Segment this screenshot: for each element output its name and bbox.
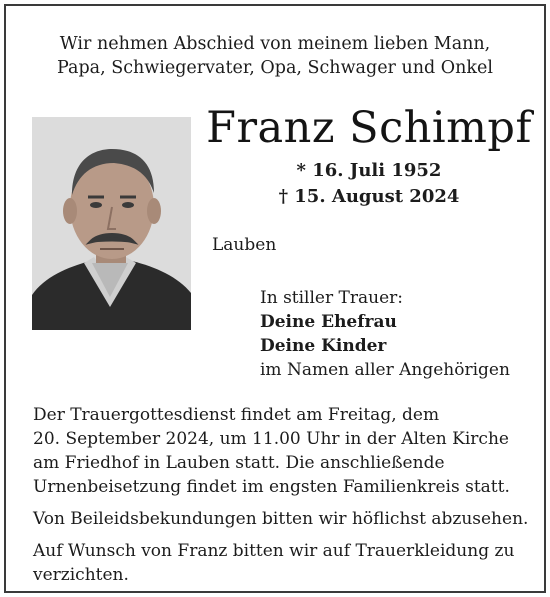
mourner-wife: Deine Ehefrau [260, 312, 397, 332]
intro-line: Wir nehmen Abschied von meinem lieben Mann, [59, 34, 491, 54]
place-of-residence: Lauben [212, 235, 277, 255]
service-line: am Friedhof in Lauben statt. Die anschließende [33, 453, 445, 473]
intro-text [6, 32, 544, 80]
intro-line: Papa, Schwiegervater, Opa, Schwager und Onkel [57, 58, 493, 78]
clothing-line: verzichten. [33, 565, 129, 585]
obituary-card [4, 4, 546, 593]
death-date: † 15. August 2024 [278, 186, 460, 207]
mourners-heading: In stiller Trauer: [260, 288, 403, 308]
service-line: Der Trauergottesdienst findet am Freitag, dem [33, 405, 440, 425]
notice-text [33, 395, 533, 595]
portrait-photo-icon [32, 117, 191, 330]
mourner-relatives: im Namen aller Angehörigen [260, 360, 510, 380]
condolence-line: Von Beileidsbekundungen bitten wir höflichst abzusehen. [33, 509, 529, 529]
deceased-name: Franz Schimpf [206, 103, 532, 153]
mourners-block [260, 286, 510, 382]
birth-date: * 16. Juli 1952 [296, 160, 442, 181]
mourner-children: Deine Kinder [260, 336, 387, 356]
service-line: Urnenbeisetzung findet im engsten Familienkreis statt. [33, 477, 510, 497]
service-line: 20. September 2024, um 11.00 Uhr in der Alten Kirche [33, 429, 509, 449]
clothing-line: Auf Wunsch von Franz bitten wir auf Trauerkleidung zu [33, 541, 515, 561]
portrait-photo [32, 117, 191, 330]
life-dates [202, 158, 536, 210]
